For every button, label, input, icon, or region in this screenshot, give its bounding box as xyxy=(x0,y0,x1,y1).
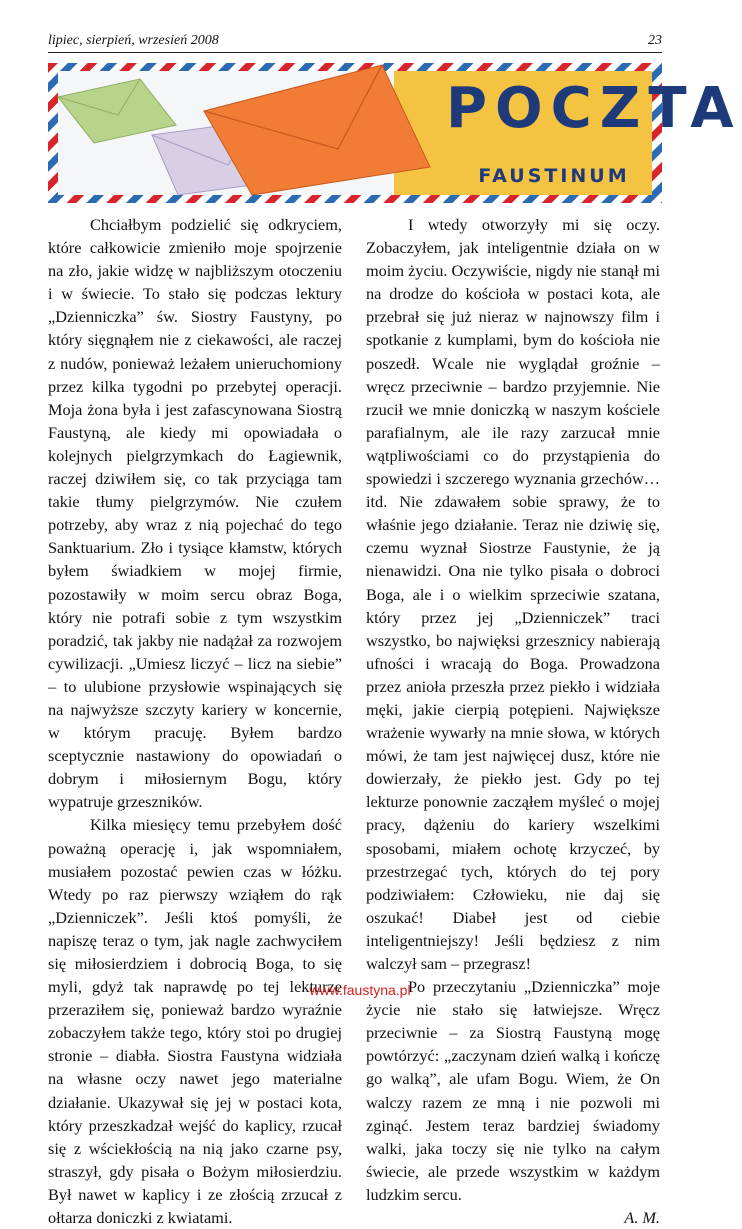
article-left-column xyxy=(48,213,342,1229)
footer-link[interactable]: www.faustyna.pl xyxy=(309,982,411,998)
header-issue: lipiec, sierpień, wrzesień 2008 xyxy=(48,33,219,48)
article-paragraph: Po przeczytaniu „Dzienniczka” moje życie nie stało się łatwiejsze. Wręcz przeciwnie – za Siostrą Faustyną mogę powtórzyć: „zaczynam dzień walką i kończę go walką”, ale ufam Bogu. Wiem, że On walczy razem ze mną i nie pozwoli mi zginąć. Jestem teraz bardziej świadomy walki, jaka toczy się nie tylko na całym świecie, ale przede wszystkim w każdym ludzkim sercu. xyxy=(366,977,660,1204)
banner-subtitle: FAUSTINUM xyxy=(478,165,630,187)
article-right-column xyxy=(366,213,660,1229)
banner xyxy=(48,63,742,203)
author-signature: A. M. xyxy=(624,1208,660,1228)
page-number: 23 xyxy=(648,33,662,48)
header-rule xyxy=(48,52,662,53)
article-paragraph: Chciałbym podzielić się odkryciem, które całkowicie zmieniło moje spojrzenie na zło, jakie widzę w najbliższym otoczeniu i w świecie. To stało się podczas lektury „Dzienniczka” św. Siostry Faustyny, po który sięgnąłem nie z ciekawości, ale raczej z nudów, ponieważ leżałem unieruchomiony przez kilka tygodni po przebytej operacji. Moja żona była i jest zafascynowana Siostrą Faustyną, ale kiedy mi opowiadała o kolejnych pielgrzymkach do Łagiewnik, raczej dziwiłem się, co tak przyciąga tam takie tłumy pielgrzymów. Nie czułem potrzeby, aby wraz z nią pojechać do tego Sanktuarium. Zło i tysiące kłamstw, których byłem świadkiem w mojej firmie, pozostawiły w moim sercu obraz Boga, który nie potrafi sobie z tym wszystkim poradzić, tak jakby nie nadążał za rozwojem cywilizacji. „Umiesz liczyć – licz na siebie” – to ulubione przysłowie wspinających się na najwyższe szczyty kariery w koncernie, w którym pracuję. Byłem bardzo sceptycznie nastawiony do opowiadań o dobrym i miłosiernym Bogu, który wypatruje grzeszników. xyxy=(48,215,342,812)
article-paragraph: Kilka miesięcy temu przebyłem dość poważną operację i, jak wspomniałem, musiałem pozostać pewien czas w łóżku. Wtedy po raz pierwszy wziąłem do rąk „Dzienniczek”. Jeśli ktoś pomyśli, że napiszę teraz o tym, jak nagle zachwyciłem się miłosierdziem i dobrocią Boga, to się myli, gdyż tak naprawdę po tej lekturze przeraziłem się, ponieważ bardzo wyraźnie zobaczyłem także tego, który stoi po drugiej stronie – diabła. Siostra Faustyna widziała na własne oczy nawet jego materialne działanie. Ukazywał się jej w postaci kota, który przeszkadzał wejść do kaplicy, rzucał się z wściekłością na nią jako czarne psy, straszył, gdy pisała o Bożym miłosierdziu. Był nawet w kaplicy i ze złością zrzucał z ołtarza doniczki z kwiatami. xyxy=(48,815,342,1228)
banner-title: POCZTA xyxy=(446,76,742,141)
article-paragraph: I wtedy otworzyły mi się oczy. Zobaczyłem, jak inteligentnie działa on w moim życiu. Oczywiście, nigdy nie stanął mi na drodze do kościoła w postaci kota, ale przebrał się już nieraz w najnowszy film i spotkanie z kumplami, bym do kościoła nie poszedł. Wcale nie wyglądał groźnie – wręcz przeciwnie – bardzo przyjemnie. Nie rzucił we mnie doniczką w naszym kościele parafialnym, ale ile razy zarzucał mnie wątpliwościami co do przystąpienia do spowiedzi i szczerego wyznania grzechów… itd. Nie zdawałem sobie sprawy, że to właśnie jego działanie. Teraz nie dziwię się, czemu wyznał Siostrze Faustynie, że ją nienawidzi. Ona nie tylko pisała o dobroci Boga, ale i o wielkim sprzeciwie szatana, który przez jej „Dzienniczek” traci wszystko, bo najwięksi grzesznicy nabierają ufności i wracają do Boga. Prowadzona przez anioła przeszła przez piekło i widziała męki, jakie cierpią potępieni. Największe wrażenie wywarły na mnie słowa, w których mówi, że tam jest najwięcej dusz, które nie dowierzały, że piekło jest. Gdy po tej lekturze ponownie zacząłem myśleć o mojej pracy, dążeniu do kariery wszelkimi sposobami, miałem ochotę krzyczeć, by przestrzegać tych, których do tej pory podziwiałem: Człowieku, nie daj się oszukać! Diabeł jest od ciebie inteligentniejszy! Jeśli będziesz z nim walczył sam – przegrasz! xyxy=(366,215,660,973)
